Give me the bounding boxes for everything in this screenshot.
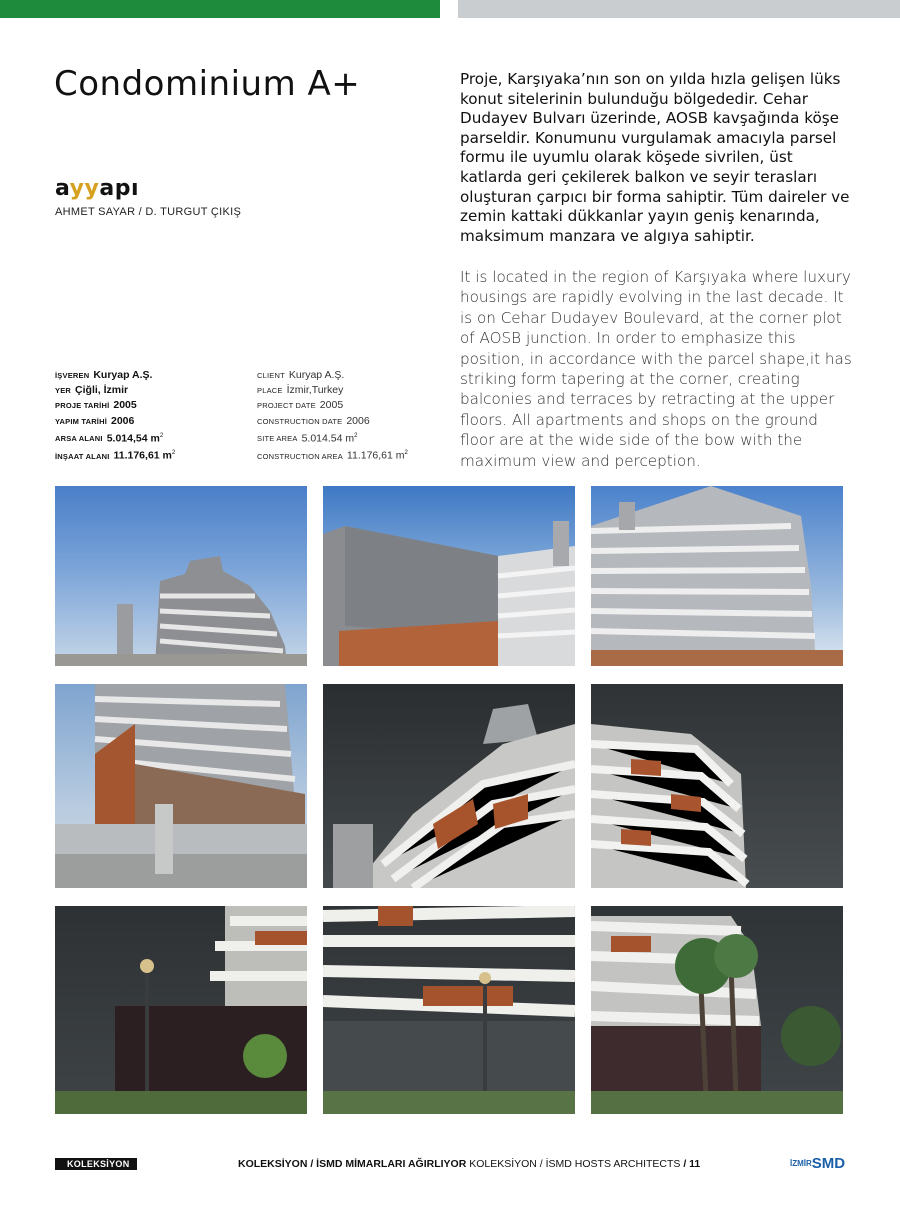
render-photo-8: [323, 906, 575, 1114]
footer-brand-big: SMD: [811, 1155, 846, 1172]
company-logo-prefix: a: [55, 176, 70, 201]
header-accent-bar-gray: [458, 0, 900, 18]
description-turkish: Proje, Karşıyaka’nın son on yılda hızla gelişen lüks konut sitelerinin bulunduğu bölgededir. Cehar Dudayev Bulvarı üzerinde, AOSB kavşağında köşe parseldir. Konumunu vurgulamak amacıyla parsel formu ile uyumlu olarak köşede sivrilen, üst katlarda geri çekilerek balkon ve seyir terasları oluşturan çarpıcı bir forma sahiptir. Tüm daireler ve zemin kattaki dükkanlar yayın geniş kenarında, maksimum manzara ve algıya sahiptir.: [460, 70, 850, 245]
architects-credit: AHMET SAYAR / D. TURGUT ÇIKIŞ: [55, 206, 242, 218]
footer-title-turkish: KOLEKSİYON / İSMD MİMARLARI AĞIRLIYOR: [238, 1158, 467, 1170]
render-photo-7: [55, 906, 307, 1114]
company-logo: [55, 176, 139, 201]
building-photo-2: [323, 486, 575, 666]
info-row-construction-date: CONSTRUCTION DATE 2006: [257, 414, 370, 427]
building-photo-4: [55, 684, 307, 888]
info-row-construction-date: YAPIM TARİHİ 2006: [55, 414, 135, 427]
info-row-construction-area: İNŞAAT ALANI 11.176,61 $m^2$: [55, 449, 176, 462]
info-row-project-date: PROJE TARİHİ 2005: [55, 399, 137, 412]
info-row-project-date: PROJECT DATE 2005: [257, 399, 344, 412]
footer-brand-small: İZMİR: [790, 1159, 812, 1168]
render-photo-5: [323, 684, 575, 888]
info-row-construction-area: CONSTRUCTION AREA 11.176,61 $m^2$: [257, 449, 408, 462]
footer-koleksiyon-logo: KOLEKSİYON: [55, 1158, 137, 1170]
footer-izmir-smd-logo: [790, 1155, 845, 1173]
project-info-english: [257, 368, 457, 464]
info-row-client: İŞVEREN Kuryap A.Ş.: [55, 369, 153, 381]
description-english: It is located in the region of Karşıyaka where luxury housings are rapidly evolving in the last decade. It is on Cehar Dudayev Boulevard, at the corner plot of AOSB junction. In order to emphasize this position, in accordance with the parcel shape,it has striking form tapering at the corner, creating balconies and terraces by retracting at the upper floors. All apartments and shops on the ground floor are at the wide side of the bow with the maximum view and perception.: [460, 268, 852, 470]
info-row-site-area: SITE AREA 5.014.54 $m^2$: [257, 432, 358, 445]
page-title: Condominium A+: [54, 64, 361, 104]
info-row-client: CLIENT Kuryap A.Ş.: [257, 369, 345, 381]
project-info-turkish: [55, 368, 245, 464]
company-logo-suffix: apı: [99, 176, 139, 201]
building-photo-3: [591, 486, 843, 666]
building-photo-1: [55, 486, 307, 666]
render-photo-6: [591, 684, 843, 888]
company-logo-accent: yy: [69, 176, 100, 201]
info-row-place: YER Çiğli, İzmir: [55, 384, 129, 397]
footer-title-english: KOLEKSİYON / İSMD HOSTS ARCHITECTS: [466, 1158, 684, 1170]
page-number: / 11: [683, 1158, 701, 1170]
header-accent-bar-green: [0, 0, 440, 18]
footer-running-title: [238, 1158, 700, 1170]
info-row-site-area: ARSA ALANI 5.014,54 $m^2$: [55, 432, 164, 445]
info-row-place: PLACE İzmir,Turkey: [257, 384, 344, 397]
render-photo-9: [591, 906, 843, 1114]
